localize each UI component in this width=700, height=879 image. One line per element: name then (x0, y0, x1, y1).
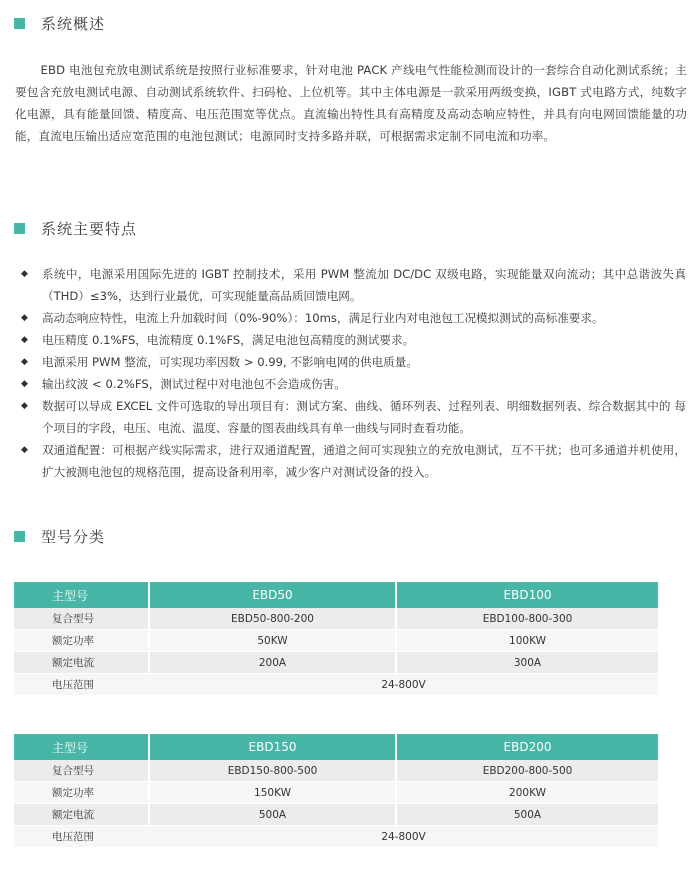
table-cell: 200A (149, 652, 396, 674)
table-cell: 500A (149, 804, 396, 826)
overview-header (14, 13, 105, 33)
table-header-cell: EBD150 (149, 734, 396, 760)
feature-text: 输出纹波 < 0.2%FS，测试过程中对电池包不会造成伤害。 (42, 377, 346, 391)
feature-text: 系统中，电源采用国际先进的 IGBT 控制技术，采用 PWM 整流加 DC/DC 双级电路，实现能量双向流动；其中总谐波失真（THD）≤3%，达到行业最优，可实现能量高品质回馈电网。 (42, 267, 686, 303)
list-item (18, 307, 686, 329)
feature-text: 电压精度 0.1%FS，电流精度 0.1%FS，满足电池包高精度的测试要求。 (42, 333, 415, 347)
models-header (14, 526, 105, 546)
table-row (14, 674, 658, 696)
list-item (18, 329, 686, 351)
model-table-2 (14, 734, 658, 848)
table-header-cell: 主型号 (52, 740, 89, 755)
diamond-bullet-icon: ◆ (21, 357, 28, 367)
list-item (18, 373, 686, 395)
list-item (18, 395, 686, 439)
table-header-row (14, 734, 658, 760)
table-row (14, 804, 658, 826)
table-header-cell: EBD200 (396, 734, 658, 760)
diamond-bullet-icon: ◆ (21, 401, 28, 411)
overview-paragraph: EBD 电池包充放电测试系统是按照行业标准要求，针对电池 PACK 产线电气性能检测而设计的一套综合自动化测试系统；主要包含充放电测试电源、自动测试系统软件、扫码枪、上位机等。其中主体电源是一款采用两级变换，IGBT 式电路方式，纯数字化电源，具有能量回馈、精度高、电压范围宽等优点。直流输出特性具有高精度及高动态响应特性，并具有向电网回馈能量的功能，直流电压输出适应宽范围的电池包测试；电源同时支持多路并联，可根据需求定制不同电流和功率。 (15, 63, 687, 143)
table-cell: 电压范围 (14, 826, 149, 848)
table-cell: 电压范围 (14, 674, 149, 696)
square-marker-icon (14, 223, 25, 234)
models-title: 型号分类 (41, 527, 106, 546)
table-row (14, 826, 658, 848)
table-cell: 复合型号 (14, 608, 149, 630)
square-marker-icon (14, 18, 25, 29)
feature-text: 双通道配置：可根据产线实际需求，进行双通道配置，通道之间可实现独立的充放电测试，互不干扰；也可多通道并机使用，扩大被测电池包的规格范围，提高设备利用率，减少客户对测试设备的投入。 (42, 443, 686, 479)
list-item (18, 439, 686, 483)
table-cell: EBD150-800-500 (149, 760, 396, 782)
table-header-cell: EBD100 (396, 582, 658, 608)
feature-text: 高动态响应特性，电流上升加载时间（0%-90%）：10ms，满足行业内对电池包工况模拟测试的高标准要求。 (42, 311, 604, 325)
features-header (14, 218, 137, 238)
table-cell: EBD200-800-500 (396, 760, 658, 782)
table-cell: EBD100-800-300 (396, 608, 658, 630)
list-item (18, 263, 686, 307)
table-row (14, 782, 658, 804)
table-cell: 额定功率 (14, 630, 149, 652)
table-header-cell: EBD50 (149, 582, 396, 608)
table-cell: 24-800V (149, 826, 658, 848)
table-cell: 24-800V (149, 674, 658, 696)
table-cell: EBD50-800-200 (149, 608, 396, 630)
feature-text: 数据可以导成 EXCEL 文件可选取的导出项目有：测试方案、曲线、循环列表、过程列表、明细数据列表、综合数据其中的 每个项目的字段，电压、电流、温度、容量的图表曲线具有单一曲线与同时查看功能。 (42, 399, 686, 435)
table-cell: 150KW (149, 782, 396, 804)
table-row (14, 760, 658, 782)
feature-text: 电源采用 PWM 整流，可实现功率因数 > 0.99, 不影响电网的供电质量。 (42, 355, 418, 369)
overview-title: 系统概述 (41, 14, 106, 33)
list-item (18, 351, 686, 373)
diamond-bullet-icon: ◆ (21, 269, 28, 279)
features-title: 系统主要特点 (41, 219, 138, 238)
table-cell: 复合型号 (14, 760, 149, 782)
table-cell: 100KW (396, 630, 658, 652)
model-table-1 (14, 582, 658, 696)
table-header-cell: 主型号 (52, 588, 89, 603)
feature-list (18, 263, 686, 483)
table-row (14, 652, 658, 674)
table-cell: 50KW (149, 630, 396, 652)
table-cell: 额定功率 (14, 782, 149, 804)
table-cell: 额定电流 (14, 804, 149, 826)
diamond-bullet-icon: ◆ (21, 335, 28, 345)
diamond-bullet-icon: ◆ (21, 445, 28, 455)
diamond-bullet-icon: ◆ (21, 313, 28, 323)
diamond-bullet-icon: ◆ (21, 379, 28, 389)
table-header-row (14, 582, 658, 608)
table-cell: 300A (396, 652, 658, 674)
table-cell: 额定电流 (14, 652, 149, 674)
table-cell: 200KW (396, 782, 658, 804)
table-row (14, 630, 658, 652)
square-marker-icon (14, 531, 25, 542)
table-row (14, 608, 658, 630)
table-cell: 500A (396, 804, 658, 826)
